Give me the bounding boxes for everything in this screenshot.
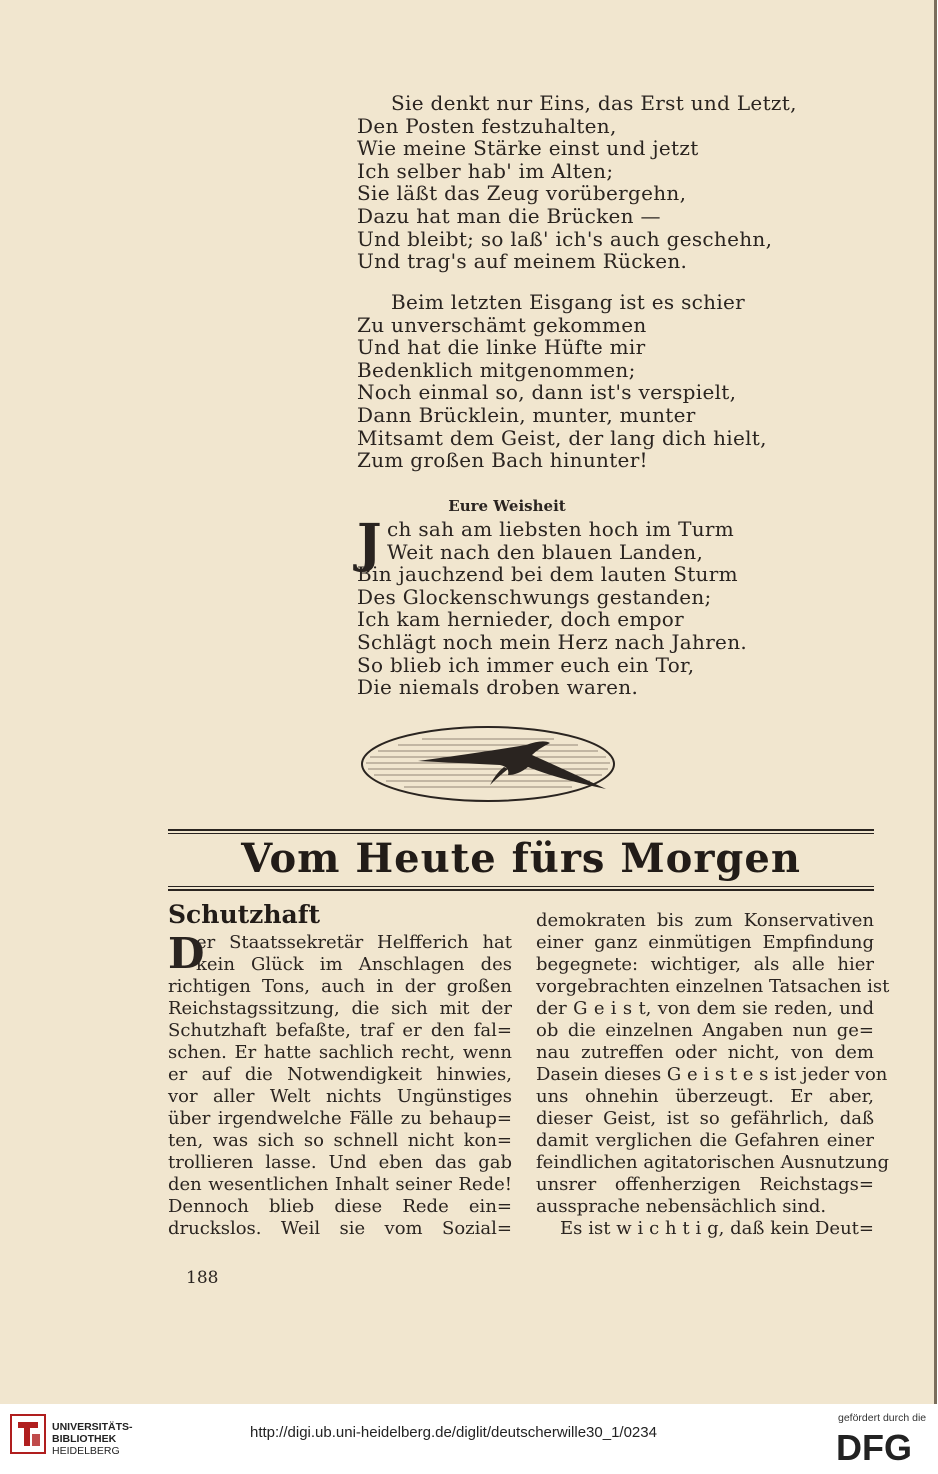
divider-rule <box>168 833 874 834</box>
poem-title: Eure Weisheit <box>448 497 566 515</box>
text-line: Es ist w i c h t i g, daß kein Deut= <box>560 1218 874 1239</box>
poem-line: Sie denkt nur Eins, das Erst und Letzt, <box>391 91 797 115</box>
text-line: ten, was sich so schnell nicht kon= <box>168 1130 512 1151</box>
text-line: er auf die Notwendigkeit hinwies, <box>168 1064 512 1085</box>
text-line: druckslos. Weil sie vom Sozial= <box>168 1218 512 1239</box>
drop-cap: D <box>168 929 205 978</box>
poem-line: Zu unverschämt gekommen <box>357 312 647 337</box>
text-line: einer ganz einmütigen Empfindung <box>536 932 874 953</box>
text-line: damit verglichen die Gefahren einer <box>536 1130 874 1151</box>
poem-line: Den Posten festzuhalten, <box>357 113 617 138</box>
text-line: ob die einzelnen Angaben nun ge= <box>536 1020 874 1041</box>
poem-line: Bedenklich mitgenommen; <box>357 357 636 382</box>
text-line: der G e i s t, von dem sie reden, und <box>536 998 874 1019</box>
text-line: kein Glück im Anschlagen des <box>196 954 512 975</box>
poem-line: Schlägt noch mein Herz nach Jahren. <box>357 629 748 654</box>
poem-line: Weit nach den blauen Landen, <box>387 539 704 564</box>
poem-line: Sie läßt das Zeug vorübergehn, <box>357 181 687 206</box>
text-line: aussprache nebensächlich sind. <box>536 1196 827 1217</box>
text-line: feindlichen agitatorischen Ausnutzung <box>536 1152 890 1173</box>
poem-line: Des Glockenschwungs gestanden; <box>357 584 712 609</box>
divider-rule <box>168 829 874 831</box>
text-line: er Staatssekretär Helfferich hat <box>196 932 512 953</box>
poem-stanza-1 <box>357 91 797 274</box>
text-line: schen. Er hatte sachlich recht, wenn <box>168 1042 512 1063</box>
divider-rule <box>168 886 874 887</box>
library-name <box>52 1421 133 1457</box>
text-line: Schutzhaft befaßte, traf er den fal= <box>168 1020 512 1041</box>
text-line: unsrer offenherzigen Reichstags= <box>536 1174 874 1195</box>
poem-line: Ich kam hernieder, doch empor <box>357 607 685 632</box>
divider-rule <box>168 889 874 891</box>
text-line: vorgebrachten einzelnen Tatsachen ist <box>536 976 890 997</box>
text-line: Reichstagssitzung, die sich mit der <box>168 998 512 1019</box>
text-line: demokraten bis zum Konservativen <box>536 910 874 931</box>
poem-line: Zum großen Bach hinunter! <box>357 448 648 473</box>
left-column <box>168 929 512 1240</box>
poem-line: Dann Brücklein, munter, munter <box>357 402 696 427</box>
right-column <box>536 910 890 1240</box>
poem-stanza-2 <box>357 291 777 472</box>
library-line-1: UNIVERSITÄTS- <box>52 1421 133 1433</box>
poem-line: ch sah am liebsten hoch im Turm <box>387 517 735 541</box>
text-line: Dennoch blieb diese Rede ein= <box>168 1196 512 1217</box>
funding-note: gefördert durch die <box>838 1412 927 1424</box>
poem-line: Ich selber hab' im Alten; <box>357 158 614 183</box>
library-line-2: BIBLIOTHEK <box>52 1433 117 1445</box>
poem-eure-weisheit <box>357 513 777 700</box>
text-line: trollieren lasse. Und eben das gab <box>168 1152 512 1173</box>
poem-line: Und bleibt; so laß' ich's auch geschehn, <box>357 226 773 251</box>
text-line: den wesentlichen Inhalt seiner Rede! <box>168 1174 512 1195</box>
poem-line: Wie meine Stärke einst und jetzt <box>357 136 699 161</box>
text-line: dieser Geist, ist so gefährlich, daß <box>536 1108 874 1129</box>
poem-line: Beim letzten Eisgang ist es schier <box>391 290 746 314</box>
dfg-logo-icon <box>836 1430 928 1464</box>
poem-line: Dazu hat man die Brücken — <box>357 203 661 228</box>
poem-line: Mitsamt dem Geist, der lang dich hielt, <box>357 425 767 450</box>
section-headline: Vom Heute fürs Morgen <box>241 835 801 882</box>
text-line: begegnete: wichtiger, als alle hier <box>536 954 874 975</box>
poem-line: Noch einmal so, dann ist's verspielt, <box>357 380 737 405</box>
text-line: nau zutreffen oder nicht, von dem <box>536 1042 874 1063</box>
poem-line: Und hat die linke Hüfte mir <box>357 335 646 360</box>
poem-line: Und trag's auf meinem Rücken. <box>357 249 688 274</box>
poem-line: Die niemals droben waren. <box>357 675 639 700</box>
article-title: Schutzhaft <box>168 900 321 929</box>
text-line: richtigen Tons, auch in der großen <box>168 976 512 997</box>
source-url-link[interactable]: http://digi.ub.uni-heidelberg.de/diglit/deutscherwille30_1/0234 <box>250 1424 657 1441</box>
text-line: Dasein dieses G e i s t e s ist jeder von <box>536 1064 888 1085</box>
poem-line: Bin jauchzend bei dem lauten Sturm <box>357 562 738 587</box>
library-logo-icon <box>10 1414 46 1454</box>
library-line-3: HEIDELBERG <box>52 1445 120 1457</box>
swallow-vignette-icon <box>358 723 618 805</box>
text-line: uns ohnehin überzeugt. Er aber, <box>536 1086 874 1107</box>
drop-cap: J <box>357 513 382 574</box>
poem-line: So blieb ich immer euch ein Tor, <box>357 652 695 677</box>
text-line: vor aller Welt nichts Ungünstiges <box>168 1086 512 1107</box>
page-number: 188 <box>186 1268 219 1288</box>
text-line: über irgendwelche Fälle zu behaup= <box>168 1108 512 1129</box>
dfg-logo-text: DFG <box>836 1430 912 1464</box>
